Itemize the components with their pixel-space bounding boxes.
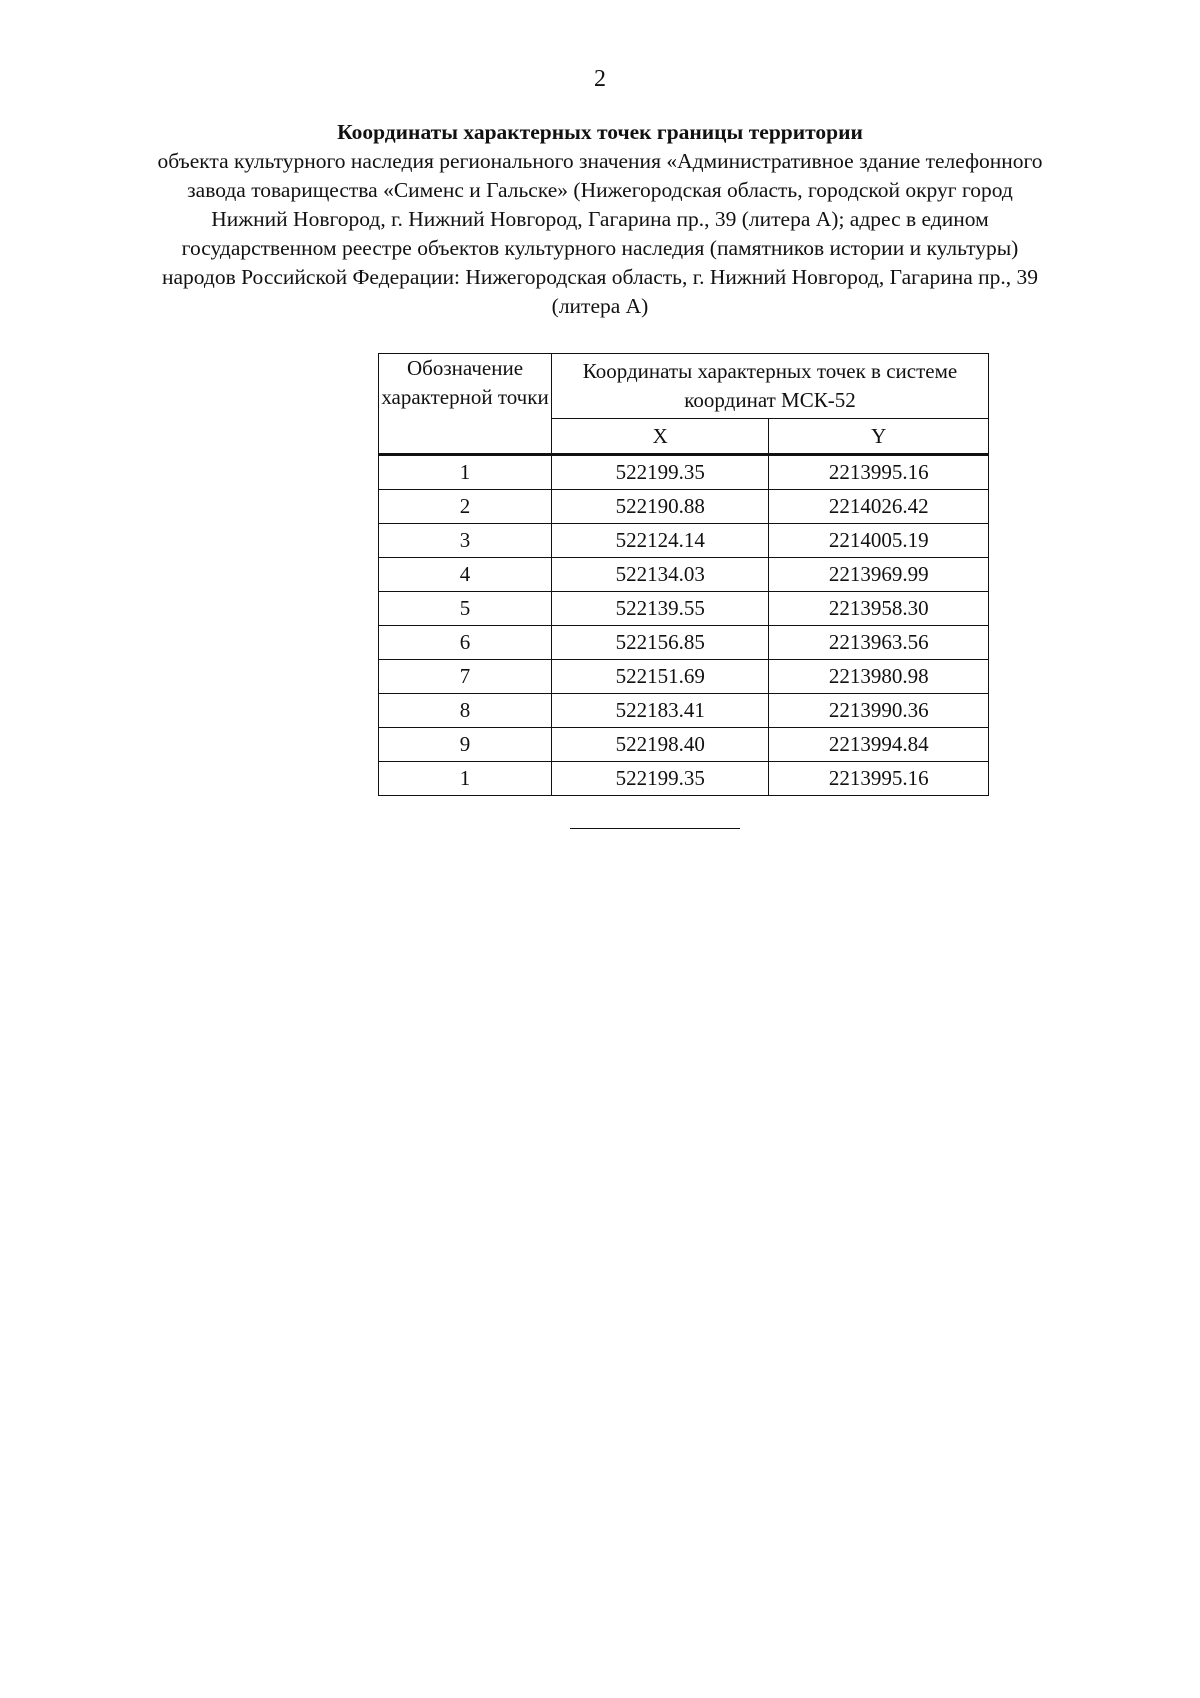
end-divider [570,828,740,829]
point-cell: 3 [379,524,552,558]
coordinates-header: Координаты характерных точек в системе координат МСК-52 [552,354,989,419]
table-row [379,524,989,558]
y-cell: 2213990.36 [769,694,989,728]
point-cell: 2 [379,490,552,524]
y-cell: 2213980.98 [769,660,989,694]
y-cell: 2213995.16 [769,455,989,490]
table-row [379,660,989,694]
point-cell: 1 [379,455,552,490]
x-cell: 522151.69 [552,660,769,694]
point-cell: 4 [379,558,552,592]
y-cell: 2214026.42 [769,490,989,524]
page-number: 2 [594,66,606,92]
point-cell: 8 [379,694,552,728]
table-row [379,455,989,490]
title-heading: Координаты характерных точек границы территории [337,120,863,144]
document-title [150,118,1050,321]
x-cell: 522139.55 [552,592,769,626]
x-cell: 522199.35 [552,455,769,490]
y-header: Y [769,419,989,455]
point-cell: 9 [379,728,552,762]
y-cell: 2213958.30 [769,592,989,626]
table-row [379,626,989,660]
y-cell: 2213963.56 [769,626,989,660]
point-designation-header: Обозначение характерной точки [379,354,552,455]
table-row [379,694,989,728]
table-row [379,558,989,592]
title-body: объекта культурного наследия регионального значения «Административное здание телефонного завода товарищества «Сименс и Гальске» (Нижегородская область, городской округ город Нижний Новгород, г. Нижний Новгород, Гагарина пр., 39 (литера А); адрес в едином государственном реестре объектов культурного наследия (памятников истории и культуры) народов Российской Федерации: Нижегородская область, г. Нижний Новгород, Гагарина пр., 39 (литера А) [157,149,1043,318]
x-cell: 522199.35 [552,762,769,796]
x-cell: 522183.41 [552,694,769,728]
x-cell: 522190.88 [552,490,769,524]
table-row [379,728,989,762]
table-row [379,762,989,796]
y-cell: 2213995.16 [769,762,989,796]
x-cell: 522156.85 [552,626,769,660]
x-header: X [552,419,769,455]
table-row [379,490,989,524]
x-cell: 522134.03 [552,558,769,592]
point-cell: 6 [379,626,552,660]
x-cell: 522124.14 [552,524,769,558]
y-cell: 2213969.99 [769,558,989,592]
point-cell: 1 [379,762,552,796]
point-cell: 7 [379,660,552,694]
point-cell: 5 [379,592,552,626]
y-cell: 2214005.19 [769,524,989,558]
coordinates-table [378,353,989,796]
y-cell: 2213994.84 [769,728,989,762]
table-row [379,592,989,626]
x-cell: 522198.40 [552,728,769,762]
